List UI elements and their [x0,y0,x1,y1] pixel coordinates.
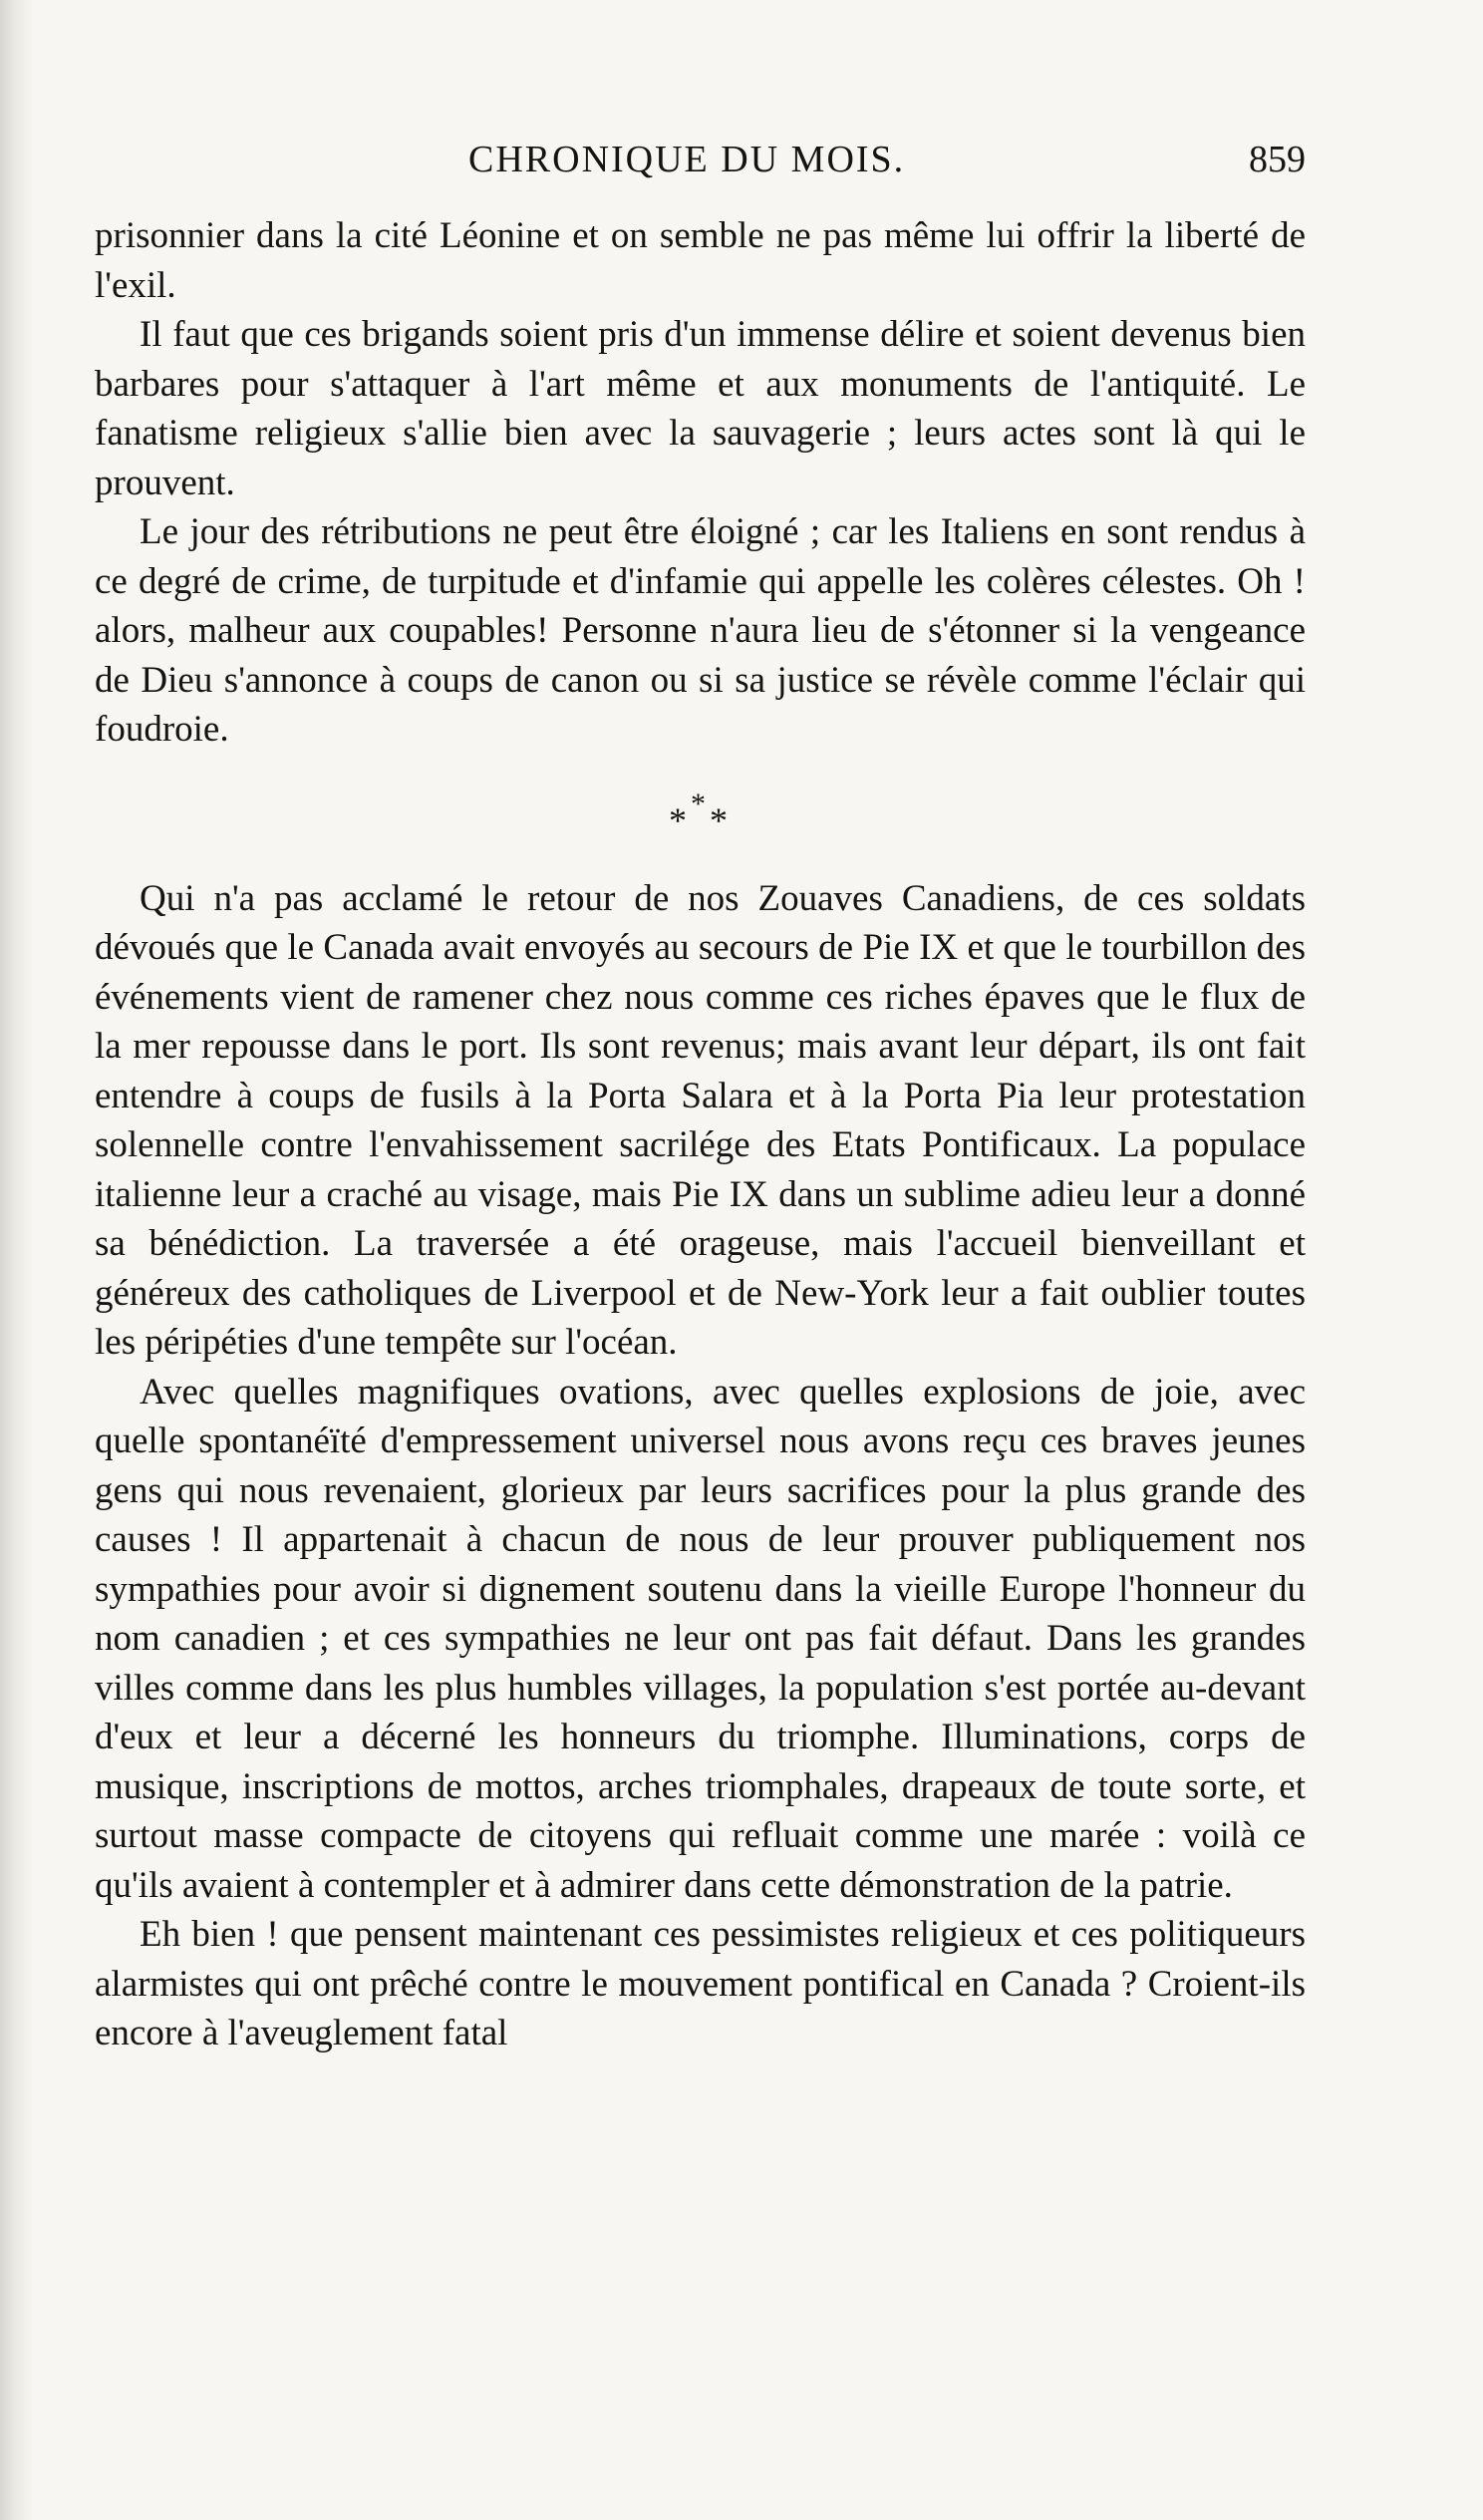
paragraph: Eh bien ! que pensent maintenant ces pessimistes religieux et ces politiqueurs alarmistes qui ont prêché contre le mouvement pontifical en Canada ? Croient-ils encore à l'aveuglement fatal [95,1914,1306,2053]
body-text [95,211,1306,2058]
running-head: CHRONIQUE DU MOIS. [468,139,906,180]
paragraph: Qui n'a pas acclamé le retour de nos Zouaves Canadiens, de ces soldats dévoués que le Canada avait envoyés au secours de Pie IX et que le tourbillon des événements vient de ramener chez nous comme ces riches épaves que le flux de la mer repousse dans le port. Ils sont revenus; mais avant leur départ, ils ont fait entendre à coups de fusils à la Porta Salara et à la Porta Pia leur protestation solennelle contre l'envahissement sacrilége des Etats Pontificaux. La populace italienne leur a craché au visage, mais Pie IX dans un sublime adieu leur a donné sa bénédiction. La traversée a été orageuse, mais l'accueil bienveillant et généreux des catholiques de Liverpool et de New-York leur a fait oublier toutes les péripéties d'une tempête sur l'océan. [95,877,1306,1363]
section-separator: *** [669,787,732,840]
paragraph: prisonnier dans la cité Léonine et on semble ne pas même lui offrir la liberté de l'exil. [95,215,1306,306]
page-number: 859 [1249,139,1306,180]
page-header [95,128,1306,197]
paragraph: Avec quelles magnifiques ovations, avec quelles explosions de joie, avec quelle spontanéïté d'empressement universel nous avons reçu ces braves jeunes gens qui nous revenaient, glorieux par leurs sacrifices pour la plus grande des causes ! Il appartenait à chacun de nous de leur prouver publiquement nos sympathies pour avoir si dignement soutenu dans la vieille Europe l'honneur du nom canadien ; et ces sympathies ne leur ont pas fait défaut. Dans les grandes villes comme dans les plus humbles villages, la population s'est portée au-devant d'eux et leur a décerné les honneurs du triomphe. Illuminations, corps de musique, inscriptions de mottos, arches triomphales, drapeaux de toute sorte, et surtout masse compacte de citoyens qui refluait comme une marée : voilà ce qu'ils avaient à contempler et à admirer dans cette démonstration de la patrie. [95,1371,1306,1906]
paragraph: Il faut que ces brigands soient pris d'un immense délire et soient devenus bien barbares pour s'attaquer à l'art même et aux monuments de l'antiquité. Le fanatisme religieux s'allie bien avec la sauvagerie ; leurs actes sont là qui le prouvent. [95,314,1306,503]
page-edge-shadow [0,0,34,2520]
paragraph: Le jour des rétributions ne peut être éloigné ; car les Italiens en sont rendus à ce degré de crime, de turpitude et d'infamie qui appelle les colères célestes. Oh ! alors, malheur aux coupables! Personne n'aura lieu de s'étonner si la vengeance de Dieu s'annonce à coups de canon ou si sa justice se révèle comme l'éclair qui foudroie. [95,511,1306,750]
